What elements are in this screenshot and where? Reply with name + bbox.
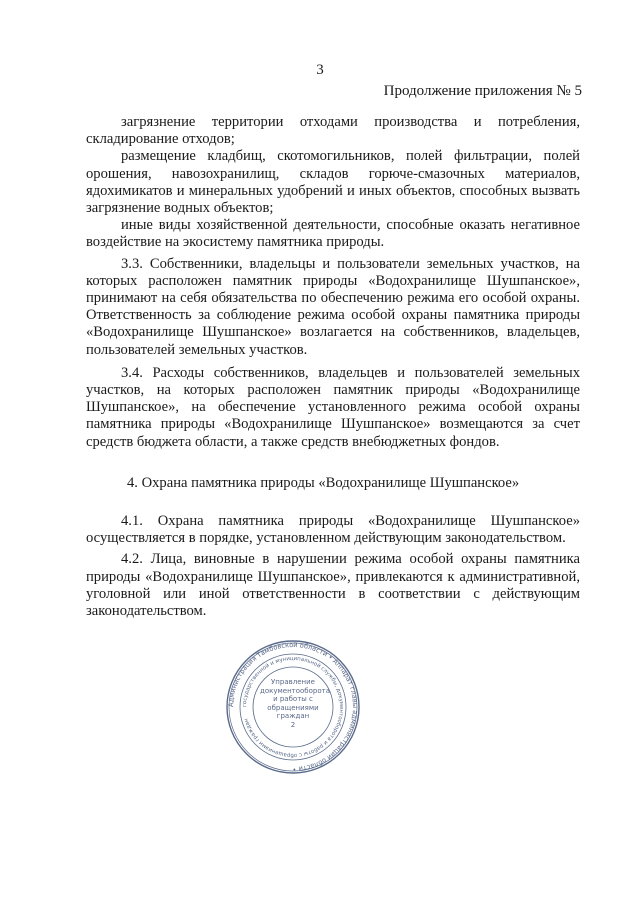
paragraph: 4.2. Лица, виновные в нарушении режима особой охраны памятника природы «Водохранилище Шушпанское», привлекаются к административной, уголовной или иной ответственности в соответствии с действующим законодательством. xyxy=(86,551,580,620)
paragraph: 4.1. Охрана памятника природы «Водохранилище Шушпанское» осуществляется в порядке, установленном действующим законодательством. xyxy=(86,513,580,547)
section-heading: 4. Охрана памятника природы «Водохранилище Шушпанское» xyxy=(127,474,520,491)
paragraph: загрязнение территории отходами производства и потребления, складирование отходов; xyxy=(86,114,580,148)
seal-inner-text xyxy=(260,678,330,729)
page-number: 3 xyxy=(316,62,324,78)
document-body xyxy=(86,114,580,620)
seal-number: 2 xyxy=(290,720,296,729)
official-seal xyxy=(226,640,360,774)
paragraph: размещение кладбищ, скотомогильников, полей фильтрации, полей орошения, навозохранилищ, складов горюче-смазочных материалов, ядохимикатов и минеральных удобрений и иных объектов, способных вызвать загрязнение водных объектов; xyxy=(86,148,580,217)
paragraph: иные виды хозяйственной деятельности, способные оказать негативное воздействие на экосистему памятника природы. xyxy=(86,217,580,251)
seal-inner-label: Управление документооборота и работы с обращениями граждан xyxy=(260,678,330,720)
seal-middle-text: государственной и муниципальной службы, документооборота и работы с обращениями граждан xyxy=(241,655,345,759)
page-header: Продолжение приложения № 5 xyxy=(383,83,582,99)
seal-outer-text: Администрация Тамбовской области • Аппарат главы администрации области • xyxy=(226,640,360,774)
paragraph: 3.4. Расходы собственников, владельцев и пользователей земельных участков, на которых расположен памятник природы «Водохранилище Шушпанское», на обеспечение установленного режима особой охраны памятника природы «Водохранилище Шушпанское» возмещаются за счет средств бюджета области, а также средств внебюджетных фондов. xyxy=(86,364,580,450)
paragraph: 3.3. Собственники, владельцы и пользователи земельных участков, на которых расположен памятник природы «Водохранилище Шушпанское», принимают на себя обязательства по обеспечению режима его особой охраны. Ответственность за соблюдение режима особой охраны памятника природы «Водохранилище Шушпанское» возлагается на собственников, владельцев, пользователей земельных участков. xyxy=(86,255,580,358)
